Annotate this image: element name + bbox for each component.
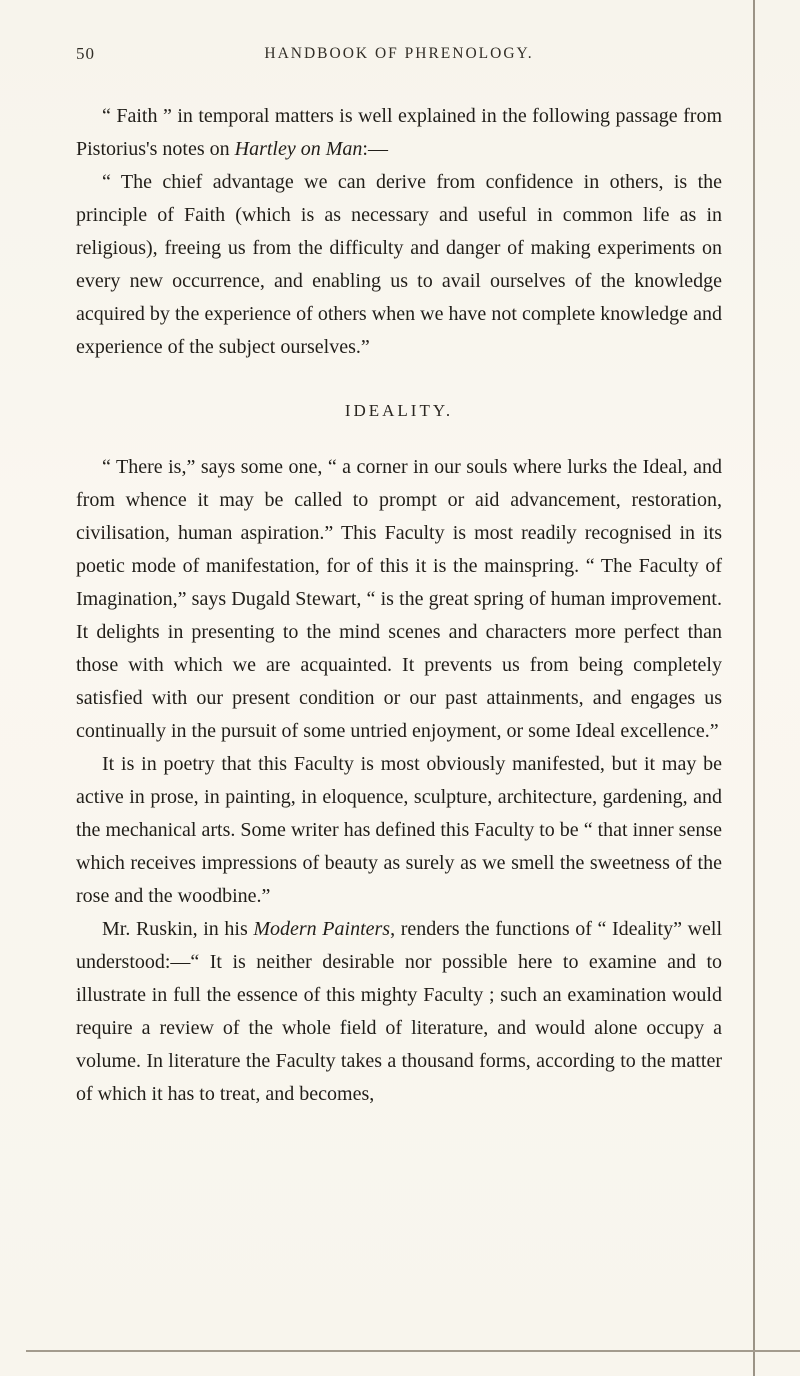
text-run: It is in poetry that this Faculty is most obviously manifested, but it may be active in prose, in painting, in eloquence, sculpture, architecture, gardening, and the mechanical arts. Some writer has defined this Faculty to be “ that inner sense which receives impressions of beauty as surely as we smell the sweetness of the rose and the woodbine.” <box>76 753 722 907</box>
text-run: Mr. Ruskin, in his <box>102 918 254 940</box>
paragraph-faith-intro <box>76 100 722 166</box>
paragraph-ideality-poetry <box>76 748 722 913</box>
book-title-italic: Hartley on Man <box>234 138 363 160</box>
page-edge-bottom-rule <box>26 1350 800 1352</box>
text-run: , renders the functions of “ Ideality” well understood:—“ It is neither desirable nor possible here to examine and to illustrate in full the essence of this mighty Faculty ; such an examination would require a review of the whole field of literature, and would alone occupy a volume. In literature the Faculty takes a thousand forms, according to the matter of which it has to treat, and becomes, <box>76 918 723 1105</box>
running-header-title: HANDBOOK OF PHRENOLOGY. <box>264 45 534 62</box>
text-run: “ The chief advantage we can derive from confidence in others, is the principle of Faith (which is as necessary and useful in common life as in religious), freeing us from the difficulty and danger of making experiments on every new occurrence, and enabling us to avail ourselves of the knowledge acquired by the experience of others when we have not complete knowledge and experience of the subject ourselves.” <box>76 171 722 358</box>
paragraph-ruskin <box>76 913 722 1111</box>
text-run: :— <box>362 138 388 160</box>
page-number: 50 <box>76 44 95 63</box>
paragraph-ideality-corner <box>76 451 722 748</box>
paragraph-faith-quote <box>76 166 722 364</box>
text-block <box>76 44 722 1111</box>
text-run: “ There is,” says some one, “ a corner in our souls where lurks the Ideal, and from whence it may be called to prompt or aid advancement, restoration, civilisation, human aspiration.” This Faculty is most readily recognised in its poetic mode of manifestation, for of this it is the mainspring. “ The Faculty of Imagination,” says Dugald Stewart, “ is the great spring of human improvement. It delights in presenting to the mind scenes and characters more perfect than those with which we are acquainted. It prevents us from being completely satisfied with our present condition or our past attainments, and engages us continually in the pursuit of some untried enjoyment, or some Ideal excellence.” <box>76 456 722 742</box>
page-edge-vertical-rule <box>753 0 755 1376</box>
page-body <box>76 100 722 1111</box>
section-heading-ideality: IDEALITY. <box>344 401 454 420</box>
text-run: “ Faith ” in temporal matters is well explained in the following passage from Pistorius's notes on <box>76 105 722 160</box>
book-title-italic: Modern Painters <box>253 918 391 940</box>
page-header <box>76 44 722 68</box>
